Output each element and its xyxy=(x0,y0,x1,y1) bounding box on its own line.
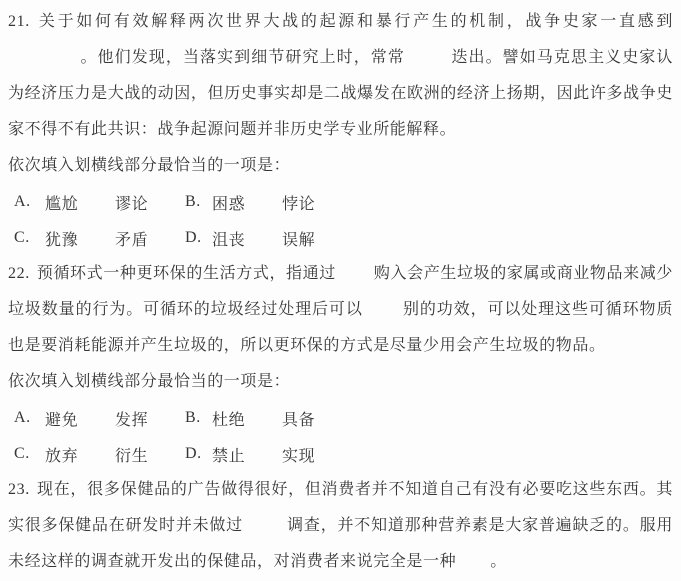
option-b-word-2: 悖论 xyxy=(282,195,316,213)
fill-in-blank xyxy=(456,564,490,566)
options-row-cd xyxy=(8,436,673,472)
option-c-word-2: 衍生 xyxy=(115,447,149,465)
stem-text: 购入会产生垃圾的家属或商业物品来减少垃圾数量的行为。可循环的垃圾经过处理后可以 xyxy=(8,265,673,318)
option-c-word-1: 放弃 xyxy=(45,447,79,465)
option-c-label: C. xyxy=(14,229,30,246)
option-c-word-1: 犹豫 xyxy=(45,231,79,249)
question-number: 22. xyxy=(8,265,30,282)
option-a-word-2: 谬论 xyxy=(115,195,149,213)
stem-text: 预循环式一种更环保的生活方式，指通过 xyxy=(36,265,336,282)
option-b-label: B. xyxy=(185,193,201,210)
question-number: 21. xyxy=(8,13,30,30)
question-21-stem xyxy=(8,4,673,148)
option-d-word-2: 实现 xyxy=(282,447,316,465)
option-b-word-1: 困惑 xyxy=(212,195,246,213)
option-c-label: C. xyxy=(14,445,30,462)
option-d-word-2: 误解 xyxy=(282,231,316,249)
stem-text: 调查，并不知道那种营养素是大家普遍缺乏的。服用未经这样的调查就开发出的保健品，对消费者来说完全是一种 xyxy=(8,517,673,570)
option-b-word-1: 杜绝 xyxy=(212,411,246,429)
option-a-word-1: 避免 xyxy=(45,411,79,429)
stem-text: 别的功效，可以处理这些可循环物质也是要消耗能源并产生垃圾的，所以更环保的方式是尽量少用会产生垃圾的物品。 xyxy=(8,301,673,354)
option-d-label: D. xyxy=(185,229,202,246)
stem-text: 。 xyxy=(490,553,507,570)
options-row-ab xyxy=(8,184,673,220)
fill-in-blank xyxy=(363,312,403,314)
fill-in-blank xyxy=(8,60,80,62)
stem-text: 现在，很多保健品的广告做得很好，但消费者并不知道自己有没有必要吃这些东西。其实很多保健品在研发时并未做过 xyxy=(8,481,673,534)
option-a-label: A. xyxy=(14,193,31,210)
question-22-stem xyxy=(8,256,673,364)
option-d-word-1: 禁止 xyxy=(212,447,246,465)
fill-in-blank xyxy=(243,528,287,530)
stem-text: 迭出。譬如马克思主义史家认为经济压力是大战的动因，但历史事实却是二战爆发在欧洲的经济上扬期，因此许多战争史家不得不有此共识：战争起源问题并非历史学专业所能解释。 xyxy=(8,49,673,138)
options-row-cd xyxy=(8,220,673,256)
option-b-word-2: 具备 xyxy=(282,411,316,429)
option-a-word-2: 发挥 xyxy=(115,411,149,429)
option-a-label: A. xyxy=(14,409,31,426)
stem-text: 。他们发现，当落实到细节研究上时，常常 xyxy=(80,49,405,66)
question-21 xyxy=(8,4,673,256)
fill-in-blank xyxy=(336,276,374,278)
question-22 xyxy=(8,256,673,472)
fill-prompt: 依次填入划横线部分最恰当的一项是： xyxy=(8,157,291,174)
option-c-word-2: 矛盾 xyxy=(115,231,149,249)
question-23 xyxy=(8,472,673,580)
options-row-ab xyxy=(8,400,673,436)
fill-in-blank xyxy=(405,60,451,62)
question-number: 23. xyxy=(8,481,30,498)
fill-prompt: 依次填入划横线部分最恰当的一项是： xyxy=(8,373,291,390)
option-d-label: D. xyxy=(185,445,202,462)
option-d-word-1: 沮丧 xyxy=(212,231,246,249)
option-b-label: B. xyxy=(185,409,201,426)
option-a-word-1: 尴尬 xyxy=(45,195,79,213)
question-23-stem xyxy=(8,472,673,580)
stem-text: 关于如何有效解释两次世界大战的起源和暴行产生的机制，战争史家一直感到 xyxy=(36,13,673,30)
